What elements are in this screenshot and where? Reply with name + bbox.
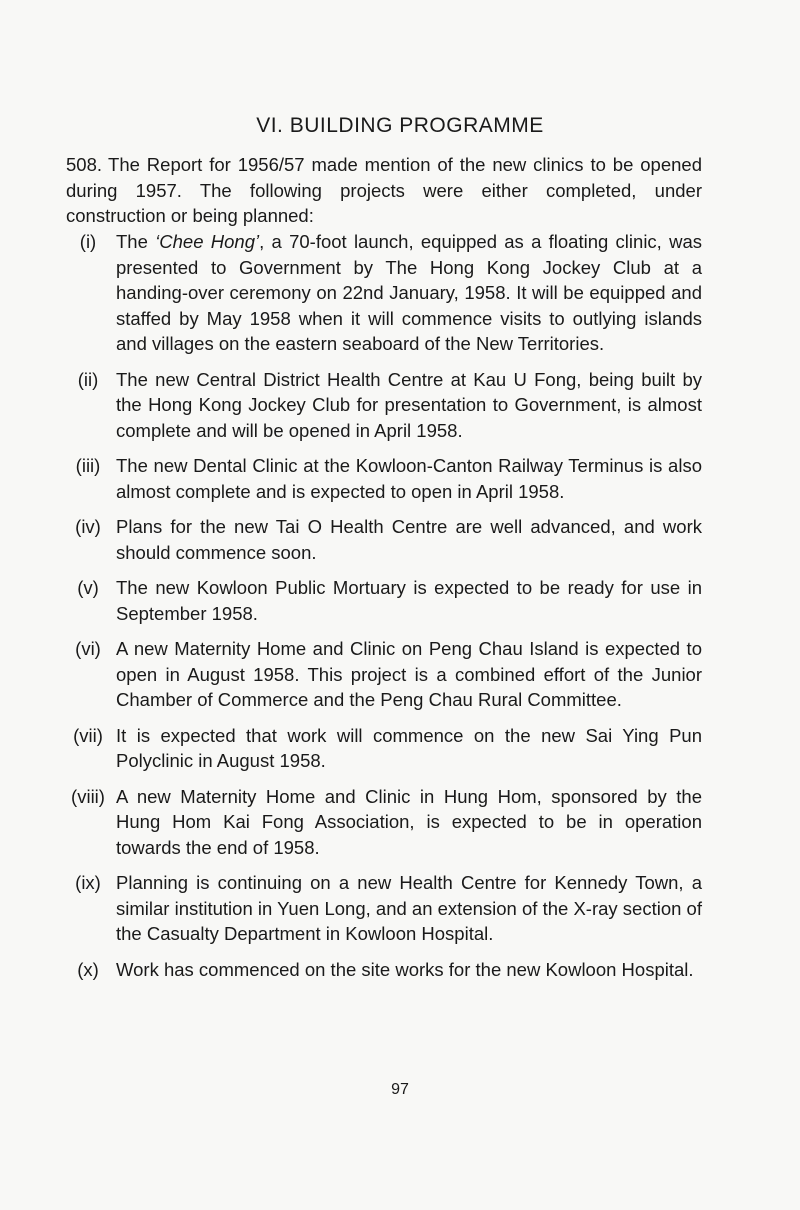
item-text: The new Dental Clinic at the Kowloon-Canton Railway Terminus is also almost complete and is expected to open in April 1958. <box>116 455 702 502</box>
item-text: A new Maternity Home and Clinic in Hung Hom, sponsored by the Hung Hom Kai Fong Association, is expected to be in operation towards the end of 1958. <box>116 785 702 858</box>
intro-text: The Report for 1956/57 made mention of the new clinics to be opened during 1957. The following projects were either completed, under construction or being planned: <box>66 154 702 226</box>
project-list <box>66 229 702 992</box>
item-label: (ix) <box>75 872 101 893</box>
list-item <box>66 229 702 357</box>
list-item <box>66 575 702 626</box>
page-number: 97 <box>391 1081 409 1098</box>
intro-paragraph <box>66 152 702 229</box>
item-text: A new Maternity Home and Clinic on Peng Chau Island is expected to open in August 1958. This project is a combined effort of the Junior Chamber of Commerce and the Peng Chau Rural Committee. <box>116 638 702 710</box>
item-text-before: The <box>116 231 156 252</box>
list-item <box>66 957 702 983</box>
item-text <box>116 229 702 357</box>
item-label: (x) <box>77 958 99 980</box>
list-item <box>66 723 702 774</box>
item-text: Work has commenced on the site works for the new Kowloon Hospital. <box>116 958 694 980</box>
item-label: (viii) <box>71 785 105 807</box>
list-item <box>66 784 702 861</box>
item-text: Planning is continuing on a new Health Centre for Kennedy Town, a similar institution in Yuen Long, and an extension of the X-ray section of the Casualty Department in Kowloon Hospital. <box>116 872 702 944</box>
item-label: (v) <box>77 577 99 598</box>
item-text: Plans for the new Tai O Health Centre are well advanced, and work should commence soon. <box>116 516 702 563</box>
item-text-after: , a 70-foot launch, equipped as a floating clinic, was presented to Government by The Hong Kong Jockey Club at a handing-over ceremony on 22nd January, 1958. It will be equipped and staffed by May 1958 when it will commence visits to outlying islands and villages on the eastern seaboard of the New Territories. <box>116 231 702 354</box>
item-label: (iv) <box>75 516 101 537</box>
list-item <box>66 636 702 713</box>
item-label: (i) <box>79 231 97 252</box>
item-label: (vi) <box>75 638 101 659</box>
list-item <box>66 514 702 565</box>
item-text: It is expected that work will commence on the new Sai Ying Pun Polyclinic in August 1958. <box>116 724 702 771</box>
item-label: (iii) <box>75 455 101 476</box>
list-item <box>66 453 702 504</box>
item-label: (ii) <box>77 368 99 390</box>
item-text: The new Central District Health Centre at Kau U Fong, being built by the Hong Kong Jockey Club for presentation to Government, is almost complete and will be opened in April 1958. <box>116 368 702 441</box>
section-heading: VI. BUILDING PROGRAMME <box>256 114 544 137</box>
list-item <box>66 367 702 444</box>
vessel-name: ‘Chee Hong’ <box>155 231 260 252</box>
list-item <box>66 870 702 947</box>
item-label: (vii) <box>73 724 103 746</box>
paragraph-number: 508. <box>66 154 103 175</box>
item-text: The new Kowloon Public Mortuary is expected to be ready for use in September 1958. <box>116 577 702 624</box>
